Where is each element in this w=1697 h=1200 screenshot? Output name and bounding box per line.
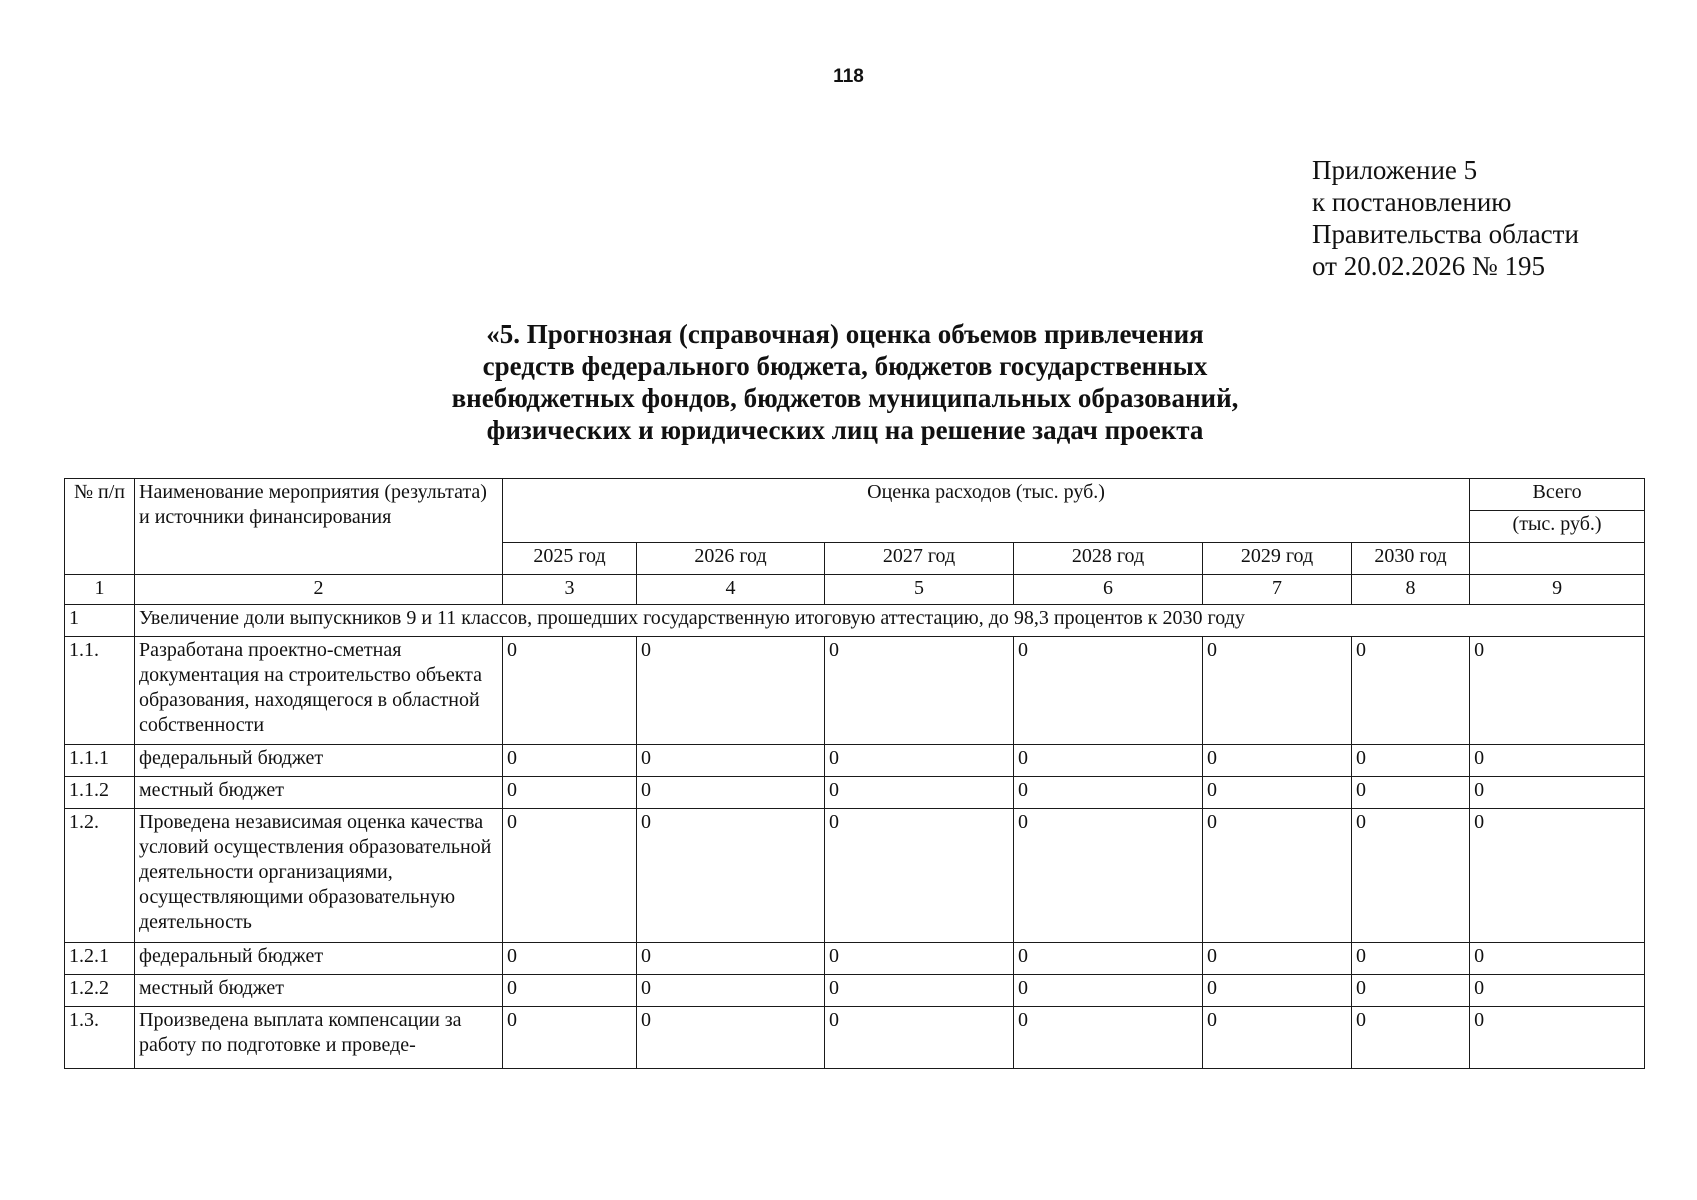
row-name: местный бюджет: [135, 975, 503, 1007]
row-value: 0: [637, 637, 825, 745]
row-value: 0: [825, 943, 1014, 975]
row-value: 0: [1014, 777, 1203, 809]
row-name: Разработана проектно-сметная документация на строительство объекта образования, находящегося в областной собственности: [135, 637, 503, 745]
row-value: 0: [1014, 975, 1203, 1007]
column-number: 6: [1014, 575, 1203, 605]
row-value: 0: [1203, 1007, 1352, 1069]
header-num: № п/п: [65, 479, 135, 575]
column-number: 5: [825, 575, 1014, 605]
row-number: 1.1.2: [65, 777, 135, 809]
row-value: 0: [1014, 637, 1203, 745]
row-value: 0: [1352, 637, 1470, 745]
row-name: федеральный бюджет: [135, 745, 503, 777]
budget-table: [64, 478, 1645, 1069]
column-number: 9: [1470, 575, 1645, 605]
table-row: [65, 809, 1645, 943]
row-value: 0: [1470, 943, 1645, 975]
row-name: федеральный бюджет: [135, 943, 503, 975]
row-value: 0: [1014, 1007, 1203, 1069]
row-number: 1.3.: [65, 1007, 135, 1069]
row-value: 0: [503, 745, 637, 777]
header-estimate: Оценка расходов (тыс. руб.): [503, 479, 1470, 543]
column-number: 4: [637, 575, 825, 605]
header-year: 2029 год: [1203, 543, 1352, 575]
row-number: 1.1.1: [65, 745, 135, 777]
row-number: 1.2.: [65, 809, 135, 943]
row-value: 0: [1352, 777, 1470, 809]
title-line: средств федерального бюджета, бюджетов государственных: [482, 351, 1208, 381]
row-value: 0: [637, 777, 825, 809]
row-value: 0: [1203, 975, 1352, 1007]
column-number: 7: [1203, 575, 1352, 605]
appendix-line: Приложение 5: [1312, 155, 1478, 185]
appendix-line: к постановлению: [1312, 187, 1512, 217]
row-value: 0: [1203, 809, 1352, 943]
table-row: [65, 975, 1645, 1007]
row-value: 0: [637, 975, 825, 1007]
row-name: Проведена независимая оценка качества условий осуществления образовательной деятельности организациями, осуществляющими образовательную деятельность: [135, 809, 503, 943]
header-total-top: Всего: [1470, 479, 1645, 511]
row-number: 1.1.: [65, 637, 135, 745]
row-value: 0: [1470, 745, 1645, 777]
row-value: 0: [1203, 637, 1352, 745]
table-row: [65, 777, 1645, 809]
header-year: 2025 год: [503, 543, 637, 575]
row-value: 0: [637, 809, 825, 943]
document-title: [300, 318, 1390, 446]
row-value: 0: [637, 1007, 825, 1069]
column-number: 8: [1352, 575, 1470, 605]
appendix-block: [1312, 154, 1579, 282]
table-row: [65, 943, 1645, 975]
header-total-bottom: (тыс. руб.): [1470, 511, 1645, 543]
row-value: 0: [825, 745, 1014, 777]
row-value: 0: [1352, 1007, 1470, 1069]
row-value: 0: [503, 975, 637, 1007]
column-number: 3: [503, 575, 637, 605]
row-value: 0: [503, 943, 637, 975]
row-value: 0: [1014, 745, 1203, 777]
row-value: 0: [1203, 777, 1352, 809]
section-text: Увеличение доли выпускников 9 и 11 классов, прошедших государственную итоговую аттестацию, до 98,3 процентов к 2030 году: [135, 605, 1645, 637]
row-value: 0: [503, 637, 637, 745]
row-value: 0: [1352, 809, 1470, 943]
row-value: 0: [1352, 975, 1470, 1007]
row-value: 0: [825, 1007, 1014, 1069]
row-number: 1.2.1: [65, 943, 135, 975]
row-value: 0: [825, 777, 1014, 809]
row-value: 0: [1203, 943, 1352, 975]
header-year: 2026 год: [637, 543, 825, 575]
row-name: местный бюджет: [135, 777, 503, 809]
table-row: [65, 637, 1645, 745]
row-value: 0: [1014, 809, 1203, 943]
section-num: 1: [65, 605, 135, 637]
column-number: 1: [65, 575, 135, 605]
row-value: 0: [1014, 943, 1203, 975]
appendix-line: Правительства области: [1312, 219, 1579, 249]
row-number: 1.2.2: [65, 975, 135, 1007]
row-value: 0: [1203, 745, 1352, 777]
row-value: 0: [1470, 777, 1645, 809]
header-year: 2027 год: [825, 543, 1014, 575]
title-line: внебюджетных фондов, бюджетов муниципальных образований,: [451, 383, 1239, 413]
title-line: физических и юридических лиц на решение задач проекта: [486, 415, 1204, 445]
row-value: 0: [825, 975, 1014, 1007]
title-line: «5. Прогнозная (справочная) оценка объемов привлечения: [486, 319, 1204, 349]
header-year: 2028 год: [1014, 543, 1203, 575]
row-value: 0: [1470, 637, 1645, 745]
header-name: Наименование мероприятия (результата) и источники финансирования: [135, 479, 503, 575]
header-year: 2030 год: [1352, 543, 1470, 575]
table-row: [65, 745, 1645, 777]
page-number: 118: [833, 66, 864, 87]
row-value: 0: [1352, 745, 1470, 777]
row-value: 0: [1470, 809, 1645, 943]
row-value: 0: [1470, 975, 1645, 1007]
row-value: 0: [637, 745, 825, 777]
row-value: 0: [825, 809, 1014, 943]
row-value: 0: [637, 943, 825, 975]
appendix-line: от 20.02.2026 № 195: [1312, 251, 1545, 281]
row-name: Произведена выплата компенсации за работу по подготовке и проведе-: [135, 1007, 503, 1069]
row-value: 0: [503, 777, 637, 809]
row-value: 0: [825, 637, 1014, 745]
table-row: [65, 1007, 1645, 1069]
row-value: 0: [503, 809, 637, 943]
row-value: 0: [1352, 943, 1470, 975]
row-value: 0: [1470, 1007, 1645, 1069]
column-number: 2: [135, 575, 503, 605]
header-total-empty: [1470, 543, 1645, 575]
row-value: 0: [503, 1007, 637, 1069]
